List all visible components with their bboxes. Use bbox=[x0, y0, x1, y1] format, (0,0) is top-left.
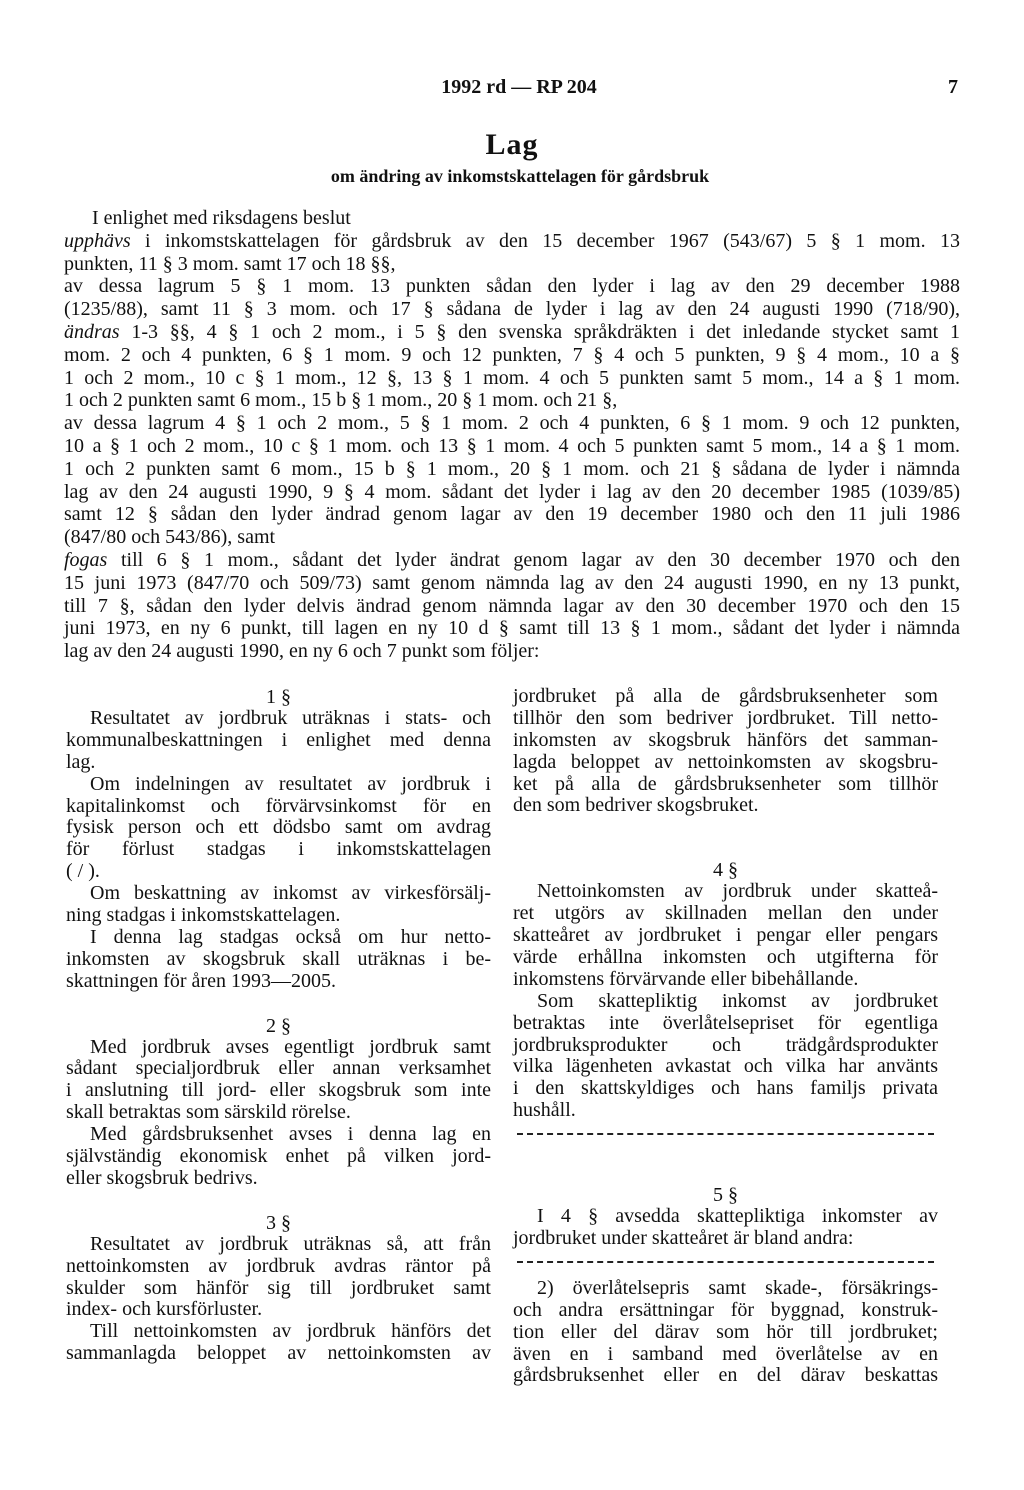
text-line: kommunalbeskattningen i enlighet med denna bbox=[66, 728, 491, 751]
page-number: 7 bbox=[948, 76, 958, 98]
text-line: i den skattskyldiges och hans familjs privata bbox=[513, 1077, 938, 1100]
preamble bbox=[64, 207, 960, 663]
section-heading-5: 5 § bbox=[713, 1184, 738, 1207]
text-line: och andra ersättningar för byggnad, konstruk- bbox=[513, 1298, 938, 1321]
omission-dashes bbox=[513, 1122, 938, 1144]
law-title: Lag bbox=[485, 128, 539, 161]
text-line: tillhör den som bedriver jordbruket. Till netto- bbox=[513, 706, 938, 729]
section-heading-3: 3 § bbox=[266, 1211, 291, 1234]
text-line: lag av den 24 augusti 1990, en ny 6 och 7 punkt som följer: bbox=[64, 640, 540, 663]
text-line: (847/80 och 543/86), samt bbox=[64, 526, 276, 549]
text-line: 1 och 2 mom., 10 c § 1 mom., 12 §, 13 § 1 mom. 4 och 5 punkten samt 5 mom., 14 a § 1 mom. bbox=[64, 366, 960, 389]
text-line: den som bedriver skogsbruket. bbox=[513, 794, 759, 817]
text-line: ning stadgas i inkomstskattelagen. bbox=[66, 904, 341, 927]
text-line: tion eller del därav som hör till jordbruket; bbox=[513, 1320, 938, 1343]
text-line: skatteåret av jordbruket i pengar eller pengars bbox=[513, 924, 938, 947]
document-reference: 1992 rd — RP 204 bbox=[441, 76, 597, 98]
section-1-body bbox=[66, 708, 491, 993]
text-line: fysisk person och ett dödsbo samt om avdrag bbox=[66, 816, 491, 839]
text-line: Som skattepliktig inkomst av jordbruket bbox=[537, 989, 938, 1012]
text-line: upphävs i inkomstskattelagen för gårdsbruk av den 15 december 1967 (543/67) 5 § 1 mom. 13 bbox=[64, 229, 960, 252]
text-line: fogas till 6 § 1 mom., sådant det lyder ändrat genom lagar av den 30 december 1970 och den bbox=[64, 548, 960, 571]
section-5-item bbox=[513, 1278, 938, 1387]
text-line: hushåll. bbox=[513, 1099, 576, 1122]
text-line: inkomsten av skogsbruk skall uträknas i be- bbox=[66, 947, 491, 970]
text-line: betraktas inte överlåtelsepriset för egentliga bbox=[513, 1011, 938, 1034]
text-line: lag av den 24 augusti 1990, 9 § 4 mom. sådant det lyder i lag av den 20 december 1985 (1039/85) bbox=[64, 480, 960, 503]
text-line: inkomstens förvärvande eller bibehållande. bbox=[513, 967, 859, 990]
text-line: ( / ). bbox=[66, 860, 100, 883]
text-line: nettoinkomsten av jordbruk avdras räntor på bbox=[66, 1254, 491, 1277]
text-line: 1 och 2 punkten samt 6 mom., 15 b § 1 mom., 20 § 1 mom. och 21 §, bbox=[64, 389, 618, 412]
text-line: I enlighet med riksdagens beslut bbox=[92, 207, 351, 229]
section-4-body bbox=[513, 881, 938, 1122]
section-3-body bbox=[66, 1234, 491, 1365]
text-line: jordbruket under skatteåret är bland andra: bbox=[513, 1227, 854, 1250]
text-line: lag. bbox=[66, 750, 96, 773]
text-line: punkten, 11 § 3 mom. samt 17 och 18 §§, bbox=[64, 252, 396, 275]
text-line: 15 juni 1973 (847/70 och 509/73) samt genom nämnda lag av den 24 augusti 1990, en ny 13 punkt, bbox=[64, 571, 960, 594]
text-line: självständig ekonomisk enhet på vilken jord- bbox=[66, 1145, 491, 1168]
text-line: 2) överlåtelsepris samt skade-, försäkrings- bbox=[537, 1276, 938, 1299]
text-line: 1 och 2 punkten samt 6 mom., 15 b § 1 mom., 20 § 1 mom. och 21 § sådana de lyder i nämnda bbox=[64, 457, 960, 480]
text-line: inkomsten av skogsbruk hänförs det samman- bbox=[513, 728, 938, 751]
text-line: i anslutning till jord- eller skogsbruk som inte bbox=[66, 1079, 491, 1102]
section-5-body bbox=[513, 1206, 938, 1250]
text-line: värde erhållna inkomsten och utgifterna för bbox=[513, 946, 938, 969]
text-line: Om indelningen av resultatet av jordbruk i bbox=[90, 772, 491, 795]
text-line: Om beskattning av inkomst av virkesförsälj- bbox=[90, 882, 491, 905]
text-line: juni 1973, en ny 6 punkt, till lagen en ny 10 d § samt till 13 § 1 mom., sådant det lyder i nämnda bbox=[64, 617, 960, 640]
text-line: I 4 § avsedda skattepliktiga inkomster av bbox=[537, 1205, 938, 1228]
right-column bbox=[513, 686, 938, 1387]
section-heading-1: 1 § bbox=[266, 686, 291, 708]
left-column bbox=[66, 686, 491, 1365]
text-line: ket på alla de gårdsbruksenheter som tillhör bbox=[513, 772, 938, 795]
text-line: skulder som hänför sig till jordbruket samt bbox=[66, 1276, 491, 1299]
text-line: skattningen för åren 1993—2005. bbox=[66, 969, 336, 992]
text-line: för förlust stadgas i inkomstskattelagen bbox=[66, 838, 491, 861]
text-line: Nettoinkomsten av jordbruk under skatteå- bbox=[537, 880, 938, 903]
text-line: lagda beloppet av nettoinkomsten av skogsbru- bbox=[513, 750, 938, 773]
text-line: skall betraktas som särskild rörelse. bbox=[66, 1101, 351, 1124]
text-line: av dessa lagrum 5 § 1 mom. 13 punkten sådan den lyder i lag av den 29 december 1988 bbox=[64, 275, 960, 298]
text-line: ändras 1-3 §§, 4 § 1 och 2 mom., i 5 § den svenska språkdräkten i det inledande stycket samt 1 bbox=[64, 320, 960, 343]
text-line: Till nettoinkomsten av jordbruk hänförs det bbox=[90, 1320, 491, 1343]
text-line: (1235/88), samt 11 § 3 mom. och 17 § sådana de lyder i lag av den 24 augusti 1990 (718/90), bbox=[64, 298, 960, 321]
text-line: Med gårdsbruksenhet avses i denna lag en bbox=[90, 1123, 491, 1146]
section-heading-4: 4 § bbox=[713, 859, 738, 882]
text-line: gårdsbruksenhet eller en del därav beskattas bbox=[513, 1364, 938, 1387]
text-line: mom. 2 och 4 punkten, 6 § 1 mom. 9 och 12 punkten, 7 § 4 och 5 punkten, 9 § 4 mom., 10 a § bbox=[64, 343, 960, 366]
section-heading-2: 2 § bbox=[266, 1014, 291, 1037]
text-line: vilka lägenheten avkastat och vilka har använts bbox=[513, 1055, 938, 1078]
text-line: Resultatet av jordbruk uträknas så, att från bbox=[90, 1232, 491, 1255]
text-line: Med jordbruk avses egentligt jordbruk samt bbox=[90, 1035, 491, 1058]
text-line: I denna lag stadgas också om hur netto- bbox=[90, 925, 491, 948]
text-line: ret utgörs av skillnaden mellan den under bbox=[513, 902, 938, 925]
section-3-continued bbox=[513, 686, 938, 817]
text-line: till 7 §, sådan den lyder delvis ändrad genom nämnda lagar av den 30 december 1970 och den 15 bbox=[64, 594, 960, 617]
text-line: samt 12 § sådan den lyder ändrad genom lagar av den 19 december 1980 och den 11 juli 1986 bbox=[64, 503, 960, 526]
text-line: sammanlagda beloppet av nettoinkomsten av bbox=[66, 1342, 491, 1365]
text-line: även en i samband med överlåtelse av en bbox=[513, 1342, 938, 1365]
omission-dashes bbox=[513, 1250, 938, 1272]
text-line: eller skogsbruk bedrivs. bbox=[66, 1166, 258, 1189]
text-line: Resultatet av jordbruk uträknas i stats- och bbox=[90, 707, 491, 729]
text-line: jordbruksprodukter och trädgårdsprodukter bbox=[513, 1033, 938, 1056]
text-line: sådant specialjordbruk eller annan verksamhet bbox=[66, 1057, 491, 1080]
text-line: kapitalinkomst och förvärvsinkomst för en bbox=[66, 794, 491, 817]
text-line: jordbruket på alla de gårdsbruksenheter som bbox=[513, 685, 938, 707]
text-line: 10 a § 1 och 2 mom., 10 c § 1 mom. och 13 § 1 mom. 4 och 5 punkten samt 5 mom., 14 a § 1 mom. bbox=[64, 434, 960, 457]
section-2-body bbox=[66, 1037, 491, 1190]
text-line: index- och kursförluster. bbox=[66, 1298, 263, 1321]
law-subtitle: om ändring av inkomstskattelagen för gårdsbruk bbox=[330, 166, 710, 186]
text-line: av dessa lagrum 4 § 1 och 2 mom., 5 § 1 mom. 2 och 4 punkten, 6 § 1 mom. 9 och 12 punkten, bbox=[64, 412, 960, 435]
